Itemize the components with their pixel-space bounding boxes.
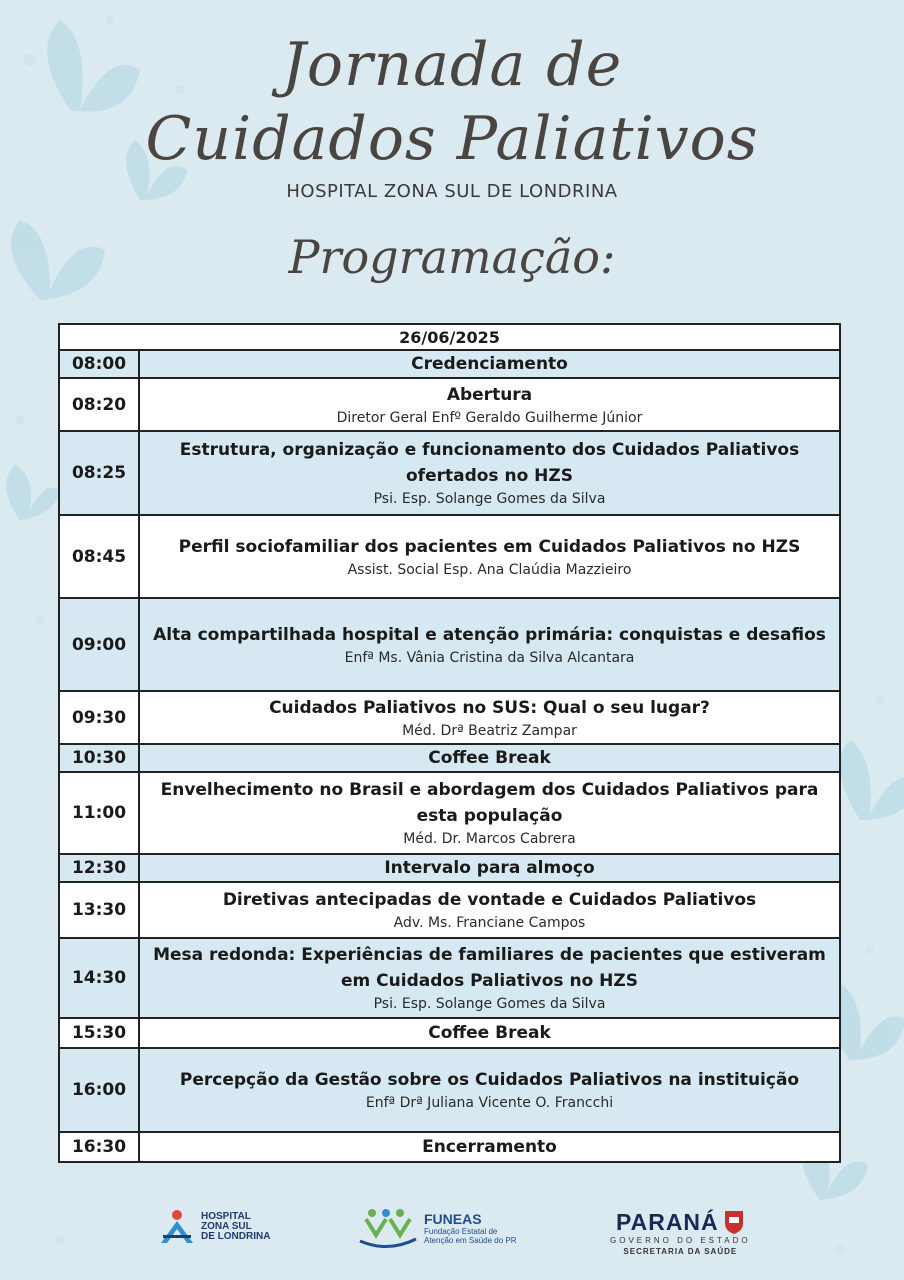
row-title: Credenciamento (411, 354, 568, 374)
row-time: 13:30 (59, 882, 139, 938)
row-title: Coffee Break (428, 1023, 551, 1043)
schedule-table (58, 323, 841, 1163)
schedule-row (59, 1132, 840, 1162)
row-speaker: Diretor Geral Enfº Geraldo Guilherme Júnior (336, 409, 643, 426)
row-title: Alta compartilhada hospital e atenção primária: conquistas e desafios (153, 624, 826, 645)
row-title: Percepção da Gestão sobre os Cuidados Paliativos na instituição (179, 1070, 800, 1090)
schedule-row (59, 882, 840, 938)
row-time: 08:00 (59, 350, 139, 378)
row-title: Coffee Break (428, 748, 551, 768)
row-title: Intervalo para almoço (384, 858, 595, 878)
schedule-row (59, 1018, 840, 1048)
schedule-row (59, 378, 840, 431)
schedule-row (59, 1048, 840, 1132)
row-time: 12:30 (59, 854, 139, 882)
row-time: 15:30 (59, 1018, 139, 1048)
hospital-name: HOSPITAL ZONA SUL DE LONDRINA (286, 181, 618, 202)
funeas-subtitle-line1: Fundação Estatal de (424, 1227, 498, 1236)
row-title: Perfil sociofamiliar dos pacientes em Cuidados Paliativos no HZS (178, 536, 801, 557)
parana-name: PARANÁ (615, 1209, 719, 1235)
row-time: 08:45 (59, 515, 139, 598)
schedule-row (59, 598, 840, 691)
schedule-row (59, 854, 840, 882)
parana-subtitle-line1: GOVERNO DO ESTADO (610, 1236, 751, 1245)
schedule-row (59, 350, 840, 378)
row-time: 08:25 (59, 431, 139, 515)
row-speaker: Méd. Drª Beatriz Zampar (402, 722, 577, 739)
row-time: 08:20 (59, 378, 139, 431)
hzs-text-line3: DE LONDRINA (201, 1231, 271, 1242)
row-time: 11:00 (59, 772, 139, 854)
parana-logo (610, 1209, 751, 1257)
schedule-row (59, 431, 840, 515)
row-title: Abertura (446, 384, 533, 405)
funeas-logo (356, 1205, 517, 1251)
event-title-line1: Jornada de (281, 30, 623, 100)
funeas-subtitle-line2: Atenção em Saúde do PR (424, 1236, 517, 1245)
row-speaker: Psi. Esp. Solange Gomes da Silva (373, 491, 606, 507)
row-speaker: Adv. Ms. Franciane Campos (393, 915, 586, 931)
schedule-date: 26/06/2025 (59, 324, 840, 350)
sponsor-logos (0, 1195, 904, 1280)
row-title: Mesa redonda: Experiências de familiares de pacientes que estiveram em Cuidados Paliativos no HZS (153, 945, 826, 991)
row-title: Encerramento (422, 1137, 557, 1157)
schedule-row (59, 691, 840, 744)
funeas-name: FUNEAS (424, 1211, 482, 1227)
funeas-emblem-icon (356, 1205, 420, 1251)
row-speaker: Psi. Esp. Solange Gomes da Silva (373, 996, 606, 1012)
row-title: Cuidados Paliativos no SUS: Qual o seu lugar? (269, 697, 710, 718)
date-row (59, 324, 840, 350)
event-title-line2: Cuidados Paliativos (145, 104, 759, 174)
schedule-row (59, 515, 840, 598)
row-speaker: Enfª Ms. Vânia Cristina da Silva Alcantara (344, 649, 635, 666)
parana-coat-of-arms-icon (723, 1209, 745, 1235)
row-speaker: Enfª Drª Juliana Vicente O. Francchi (365, 1095, 614, 1111)
schedule-row (59, 772, 840, 854)
hzs-text-line1: HOSPITAL (201, 1211, 251, 1222)
row-title: Envelhecimento no Brasil e abordagem dos Cuidados Paliativos para esta população (160, 780, 819, 826)
row-title: Diretivas antecipadas de vontade e Cuidados Paliativos (222, 890, 757, 910)
hzs-text-line2: ZONA SUL (201, 1221, 252, 1232)
row-speaker: Assist. Social Esp. Ana Claúdia Mazzieiro (347, 561, 632, 578)
hzs-emblem-icon (157, 1207, 197, 1247)
row-time: 09:00 (59, 598, 139, 691)
program-heading: Programação: (288, 230, 616, 284)
schedule-row (59, 744, 840, 772)
row-time: 14:30 (59, 938, 139, 1018)
row-time: 10:30 (59, 744, 139, 772)
row-time: 09:30 (59, 691, 139, 744)
hzs-logo (157, 1207, 270, 1247)
row-speaker: Méd. Dr. Marcos Cabrera (403, 831, 576, 847)
row-time: 16:00 (59, 1048, 139, 1132)
parana-subtitle-line2: SECRETARIA DA SAÚDE (623, 1247, 738, 1256)
row-title: Estrutura, organização e funcionamento dos Cuidados Paliativos ofertados no HZS (179, 440, 800, 486)
row-time: 16:30 (59, 1132, 139, 1162)
schedule-row (59, 938, 840, 1018)
